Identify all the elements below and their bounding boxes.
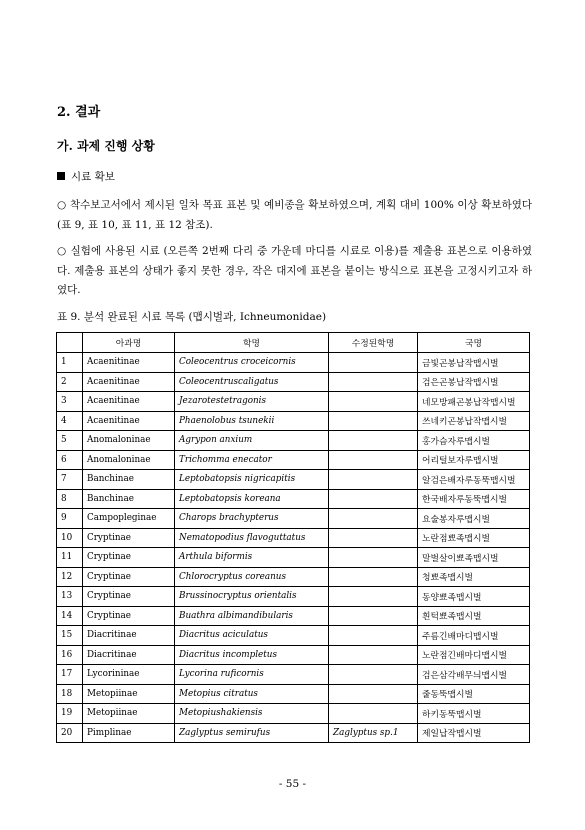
paragraph-2: ○ 실험에 사용된 시료 (오른쪽 2번째 다리 중 가운데 마디를 시료로 이용)를 제출용 표본으로 이용하였다. 제출용 표본의 상태가 좋지 못한 경우, 작은 대지에 표본을 붙이는 방식으로 표본을 고정시키고자 하였다.: [57, 245, 532, 296]
cell-subfamily: Lycorininae: [83, 665, 175, 685]
cell-number: 20: [57, 723, 83, 743]
cell-scientific-name: Agrypon anxium: [175, 431, 329, 451]
cell-revised-name: [329, 548, 418, 568]
cell-revised-name: [329, 704, 418, 724]
cell-scientific-name: Diacritus incompletus: [175, 645, 329, 665]
section-heading: 2. 결과: [57, 105, 101, 120]
cell-korean-name: 검은곤봉납작맵시벌: [418, 372, 530, 392]
cell-number: 3: [57, 392, 83, 412]
cell-revised-name: [329, 626, 418, 646]
cell-scientific-name: Trichomma enecator: [175, 450, 329, 470]
cell-number: 5: [57, 431, 83, 451]
cell-number: 11: [57, 548, 83, 568]
table-row: [57, 567, 530, 587]
cell-scientific-name: Leptobatopsis koreana: [175, 489, 329, 509]
cell-korean-name: 알검은배자루동뚝맵시벌: [418, 470, 530, 490]
table-row: [57, 704, 530, 724]
cell-scientific-name: Jezarotestetragonis: [175, 392, 329, 412]
cell-number: 13: [57, 587, 83, 607]
table-row: [57, 431, 530, 451]
cell-revised-name: [329, 684, 418, 704]
cell-korean-name: 제일납작맵시벌: [418, 723, 530, 743]
cell-subfamily: Cryptinae: [83, 567, 175, 587]
cell-subfamily: Acaenitinae: [83, 392, 175, 412]
cell-subfamily: Cryptinae: [83, 587, 175, 607]
cell-scientific-name: Buathra albimandibularis: [175, 606, 329, 626]
table-row: [57, 723, 530, 743]
cell-revised-name: [329, 509, 418, 529]
cell-subfamily: Cryptinae: [83, 548, 175, 568]
cell-revised-name: [329, 372, 418, 392]
cell-scientific-name: Phaenolobus tsunekii: [175, 411, 329, 431]
table-row: [57, 489, 530, 509]
cell-revised-name: [329, 587, 418, 607]
cell-korean-name: 어리털보자루맵시벌: [418, 450, 530, 470]
cell-number: 12: [57, 567, 83, 587]
cell-number: 16: [57, 645, 83, 665]
table-row: [57, 450, 530, 470]
cell-number: 15: [57, 626, 83, 646]
cell-subfamily: Pimplinae: [83, 723, 175, 743]
square-bullet-icon: [57, 172, 65, 180]
cell-subfamily: Campopleginae: [83, 509, 175, 529]
cell-korean-name: 말벌살이뾰족맵시벌: [418, 548, 530, 568]
table-body: [57, 353, 530, 743]
cell-scientific-name: Chlorocryptus coreanus: [175, 567, 329, 587]
table-row: [57, 392, 530, 412]
cell-subfamily: Banchinae: [83, 470, 175, 490]
cell-scientific-name: Arthula biformis: [175, 548, 329, 568]
cell-scientific-name: Diacritus aciculatus: [175, 626, 329, 646]
paragraph-1: ○ 착수보고서에서 제시된 일차 목표 표본 및 예비종을 확보하였으며, 계획 대비 100% 이상 확보하였다 (표 9, 표 10, 표 11, 표 12 참조).: [57, 199, 532, 231]
column-header-scientific-name: 학명: [175, 333, 329, 353]
table-row: [57, 372, 530, 392]
cell-revised-name: [329, 645, 418, 665]
column-header-korean-name: 국명: [418, 333, 530, 353]
cell-revised-name: [329, 606, 418, 626]
cell-revised-name: [329, 470, 418, 490]
cell-scientific-name: Leptobatopsis nigricapitis: [175, 470, 329, 490]
cell-subfamily: Cryptinae: [83, 606, 175, 626]
table-row: [57, 470, 530, 490]
cell-number: 4: [57, 411, 83, 431]
cell-revised-name: [329, 353, 418, 373]
cell-number: 7: [57, 470, 83, 490]
table-row: [57, 353, 530, 373]
cell-korean-name: 홍가슴자루맵시벌: [418, 431, 530, 451]
cell-revised-name: [329, 411, 418, 431]
column-header: [57, 333, 83, 353]
table-row: [57, 684, 530, 704]
table-row: [57, 509, 530, 529]
table-header-row: [57, 333, 530, 353]
cell-revised-name: [329, 450, 418, 470]
cell-subfamily: Diacritinae: [83, 645, 175, 665]
cell-revised-name: [329, 431, 418, 451]
cell-scientific-name: Metopius citratus: [175, 684, 329, 704]
cell-korean-name: 금빛곤봉납작맵시벌: [418, 353, 530, 373]
bullet-item: [57, 169, 115, 184]
cell-korean-name: 한국배자루동뚝맵시벌: [418, 489, 530, 509]
cell-subfamily: Banchinae: [83, 489, 175, 509]
cell-korean-name: 청뾰족맵시벌: [418, 567, 530, 587]
cell-number: 17: [57, 665, 83, 685]
table-row: [57, 645, 530, 665]
cell-revised-name: [329, 528, 418, 548]
cell-korean-name: 네모방패곤봉납작맵시벌: [418, 392, 530, 412]
table-row: [57, 411, 530, 431]
cell-subfamily: Acaenitinae: [83, 411, 175, 431]
cell-korean-name: 노란점긴배마디맵시벌: [418, 645, 530, 665]
table-row: [57, 665, 530, 685]
cell-number: 19: [57, 704, 83, 724]
cell-subfamily: Anomaloninae: [83, 450, 175, 470]
column-header-revised-name: 수정된학명: [329, 333, 418, 353]
cell-korean-name: 검은삼각배무늬맵시벌: [418, 665, 530, 685]
cell-korean-name: 요술봉자루맵시벌: [418, 509, 530, 529]
cell-number: 14: [57, 606, 83, 626]
cell-scientific-name: Metopiushakiensis: [175, 704, 329, 724]
page-number: - 55 -: [278, 778, 307, 790]
subsection-heading: 가. 과제 진행 상황: [57, 139, 155, 153]
bullet-label: 시료 확보: [71, 171, 115, 183]
column-header-subfamily: 아과명: [83, 333, 175, 353]
cell-scientific-name: Coleocentruscaligatus: [175, 372, 329, 392]
cell-subfamily: Anomaloninae: [83, 431, 175, 451]
cell-korean-name: 줄동뚝맵시벌: [418, 684, 530, 704]
cell-korean-name: 하키동뚝맵시벌: [418, 704, 530, 724]
cell-scientific-name: Brussinocryptus orientalis: [175, 587, 329, 607]
cell-subfamily: Cryptinae: [83, 528, 175, 548]
cell-subfamily: Diacritinae: [83, 626, 175, 646]
cell-number: 6: [57, 450, 83, 470]
cell-korean-name: 흰턱뾰족맵시벌: [418, 606, 530, 626]
table-row: [57, 548, 530, 568]
cell-korean-name: 노란점뾰족맵시벌: [418, 528, 530, 548]
cell-korean-name: 동양뾰족맵시벌: [418, 587, 530, 607]
cell-number: 18: [57, 684, 83, 704]
cell-revised-name: [329, 567, 418, 587]
table-row: [57, 606, 530, 626]
cell-scientific-name: Coleocentrus croceicornis: [175, 353, 329, 373]
cell-korean-name: 쓰네키곤봉납작맵시벌: [418, 411, 530, 431]
cell-number: 2: [57, 372, 83, 392]
cell-scientific-name: Nematopodius flavoguttatus: [175, 528, 329, 548]
cell-revised-name: [329, 665, 418, 685]
table-row: [57, 626, 530, 646]
cell-number: 10: [57, 528, 83, 548]
cell-number: 1: [57, 353, 83, 373]
cell-revised-name: [329, 489, 418, 509]
cell-number: 9: [57, 509, 83, 529]
table-caption: 표 9. 분석 완료된 시료 목록 (맵시벌과, Ichneumonidae): [57, 311, 327, 323]
cell-subfamily: Metopiinae: [83, 684, 175, 704]
cell-revised-name: [329, 392, 418, 412]
table-row: [57, 528, 530, 548]
cell-scientific-name: Lycorina ruficornis: [175, 665, 329, 685]
cell-subfamily: Acaenitinae: [83, 353, 175, 373]
cell-number: 8: [57, 489, 83, 509]
specimen-table: [56, 332, 530, 743]
cell-revised-name: Zaglyptus sp.1: [329, 723, 418, 743]
cell-korean-name: 주름긴배마디맵시벌: [418, 626, 530, 646]
cell-subfamily: Acaenitinae: [83, 372, 175, 392]
cell-scientific-name: Zaglyptus semirufus: [175, 723, 329, 743]
cell-subfamily: Metopiinae: [83, 704, 175, 724]
table-row: [57, 587, 530, 607]
cell-scientific-name: Charops brachypterus: [175, 509, 329, 529]
